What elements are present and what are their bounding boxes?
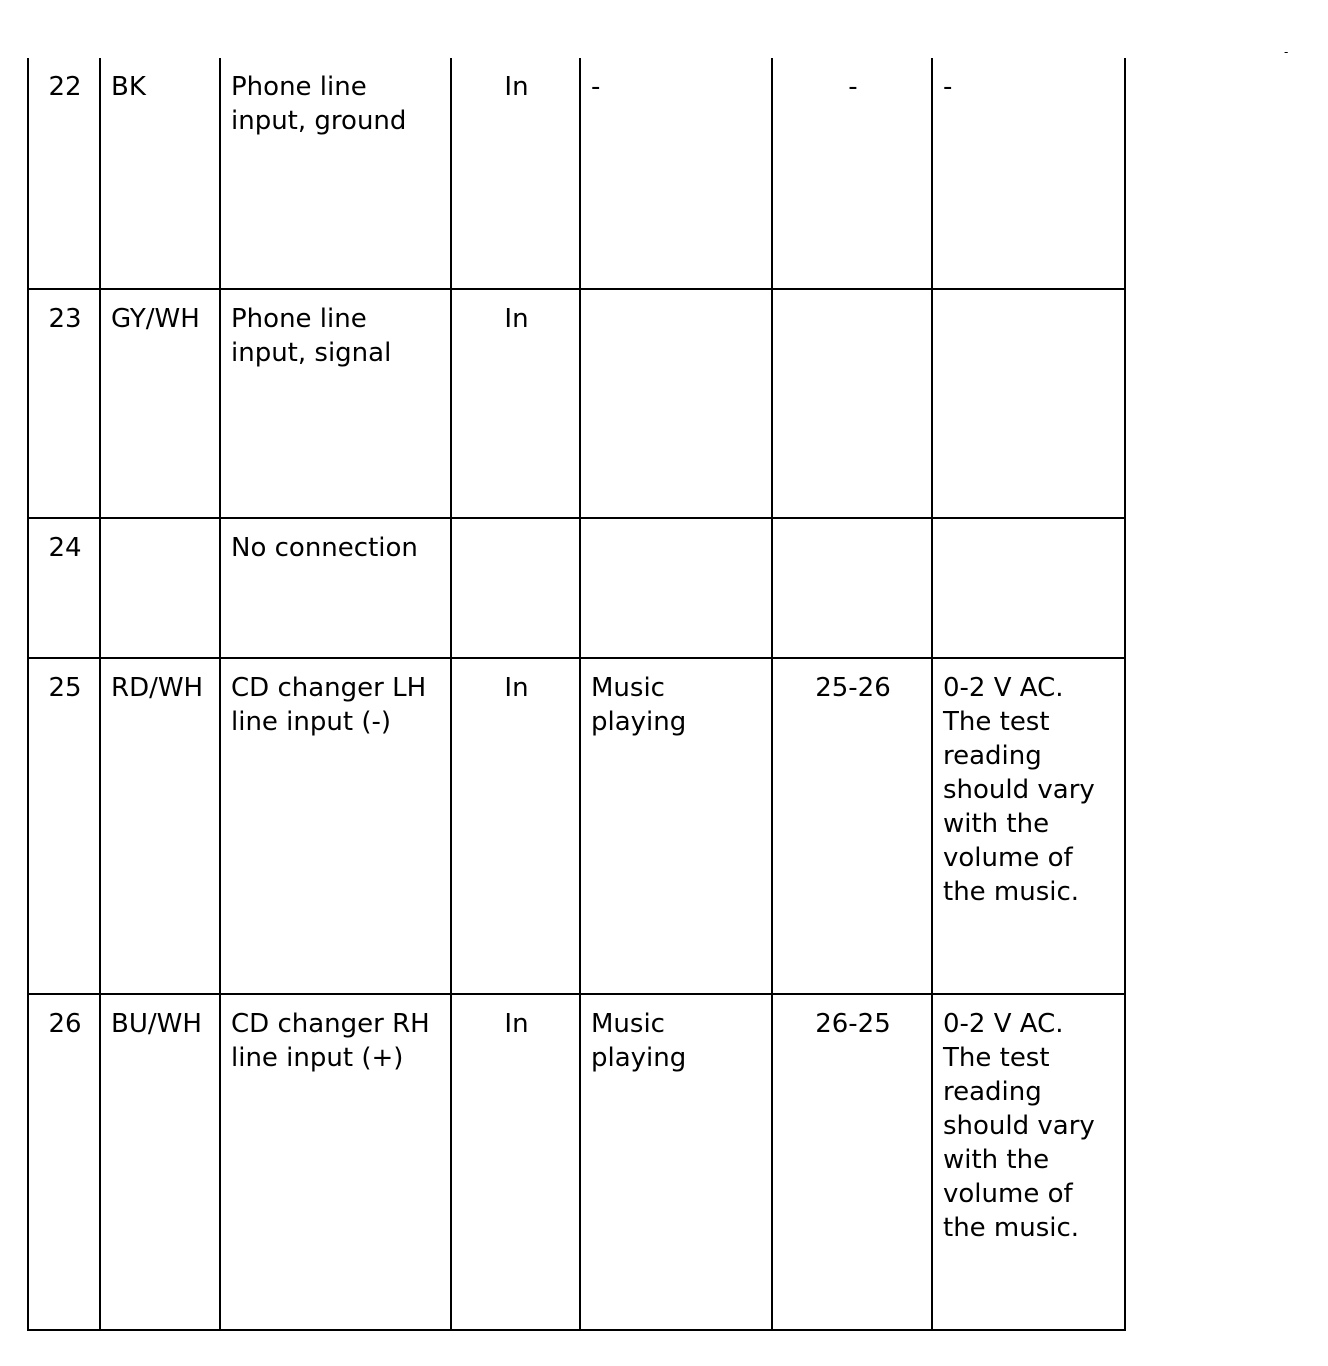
direction-cell: In (451, 994, 580, 1330)
pin-number-cell: 23 (28, 289, 100, 518)
pin-number-cell: 24 (28, 518, 100, 658)
wire-color-cell: BK (100, 58, 220, 289)
function-cell: CD changer RH line input (+) (220, 994, 451, 1330)
function-cell: No connection (220, 518, 451, 658)
condition-cell: Music playing (580, 658, 772, 994)
test-pins-cell: 26-25 (772, 994, 932, 1330)
value-cell: 0-2 V AC. The test reading should vary with the volume of the music. (932, 658, 1125, 994)
pin-number-cell: 25 (28, 658, 100, 994)
page-corner-mark: - (1284, 45, 1289, 59)
condition-cell: Music playing (580, 994, 772, 1330)
wire-color-cell: GY/WH (100, 289, 220, 518)
direction-cell: In (451, 58, 580, 289)
wire-color-cell: RD/WH (100, 658, 220, 994)
table-row (28, 994, 1125, 1330)
table-row (28, 58, 1125, 289)
function-cell: Phone line input, signal (220, 289, 451, 518)
direction-cell (451, 518, 580, 658)
test-pins-cell: - (772, 58, 932, 289)
wire-color-cell (100, 518, 220, 658)
condition-cell: - (580, 58, 772, 289)
table-row (28, 518, 1125, 658)
value-cell (932, 518, 1125, 658)
pin-assignment-table (27, 58, 1126, 1331)
table-row (28, 658, 1125, 994)
table-row (28, 289, 1125, 518)
direction-cell: In (451, 289, 580, 518)
pin-number-cell: 22 (28, 58, 100, 289)
condition-cell (580, 289, 772, 518)
value-cell: - (932, 58, 1125, 289)
condition-cell (580, 518, 772, 658)
value-cell: 0-2 V AC. The test reading should vary with the volume of the music. (932, 994, 1125, 1330)
test-pins-cell (772, 518, 932, 658)
value-cell (932, 289, 1125, 518)
function-cell: Phone line input, ground (220, 58, 451, 289)
wire-color-cell: BU/WH (100, 994, 220, 1330)
function-cell: CD changer LH line input (-) (220, 658, 451, 994)
direction-cell: In (451, 658, 580, 994)
test-pins-cell: 25-26 (772, 658, 932, 994)
pin-number-cell: 26 (28, 994, 100, 1330)
test-pins-cell (772, 289, 932, 518)
